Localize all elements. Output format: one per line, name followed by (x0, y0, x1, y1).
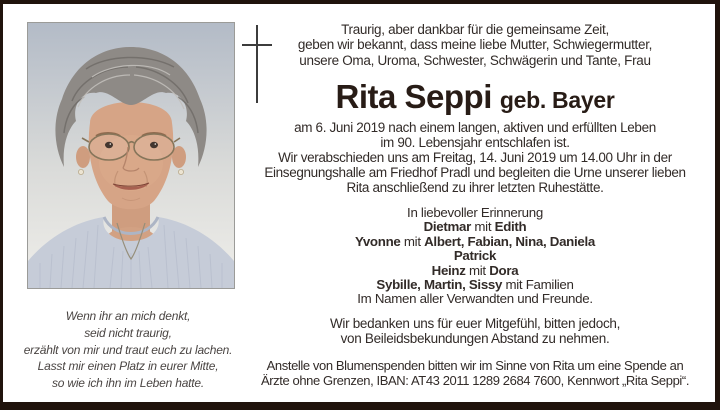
memoriam-line (240, 249, 710, 263)
condolence-line: Wir bedanken uns für euer Mitgefühl, bitten jedoch, (329, 316, 621, 331)
deceased-name (240, 80, 710, 120)
announcement-text (240, 120, 710, 195)
frame-border-right (715, 0, 720, 410)
verse-line: Wenn ihr an mich denkt, (65, 309, 191, 323)
condolence-line: von Beileidsbekundungen Abstand zu nehmen. (340, 330, 610, 346)
memoriam-segment: Albert, Fabian, Nina, Daniela (424, 233, 595, 249)
portrait-illustration (28, 23, 234, 288)
announcement-line: am 6. Juni 2019 nach einem langen, aktiven und erfüllten Leben (294, 120, 656, 135)
verse-line: seid nicht traurig, (84, 325, 172, 340)
verse-line: erzählt von mir und traut euch zu lachen. (23, 342, 233, 357)
announcement-line: im 90. Lebensjahr entschlafen ist. (380, 135, 570, 151)
intro-line: geben wir bekannt, dass meine liebe Mutter, Schwiegermutter, (297, 37, 653, 53)
condolence-note (240, 317, 710, 347)
donation-note (240, 358, 710, 388)
frame-border-top (0, 0, 720, 4)
memoriam-segment: mit (400, 233, 425, 249)
memoriam-lines (240, 206, 710, 307)
memoriam-segment: mit (471, 219, 495, 235)
donation-line: Anstelle von Blumenspenden bitten wir im Sinne von Rita um eine Spende an (266, 358, 684, 373)
memoriam-line (240, 292, 710, 306)
announcement-line: Rita anschließend zu ihrer letzten Ruhestätte. (346, 180, 604, 196)
donation-line: Ärzte ohne Grenzen, IBAN: AT43 2011 1289 2684 7600, Kennwort „Rita Seppi“. (260, 373, 690, 388)
memoriam-line (240, 235, 710, 249)
memoriam-segment: Edith (494, 219, 527, 235)
memoriam-segment: Patrick (453, 248, 497, 264)
memoriam-segment: In liebevoller Erinnerung (407, 205, 543, 220)
memorial-verse (8, 308, 248, 392)
memoriam-line (240, 206, 710, 220)
memoriam-segment: Dora (489, 262, 519, 278)
memoriam-segment: Yvonne (355, 233, 401, 249)
memoriam-segment: mit (465, 262, 490, 278)
memoriam-segment: Heinz (431, 262, 466, 278)
intro-text (240, 22, 710, 68)
memoriam-segment: Im Namen aller Verwandten und Freunde. (357, 291, 593, 307)
frame-border-bottom (0, 402, 720, 410)
memoriam-segment: Sybille, Martin, Sissy (376, 277, 503, 293)
announcement-line: Einsegnungshalle am Friedhof Pradl und begleiten die Urne unserer lieben (264, 165, 686, 181)
deceased-maiden-name: geb. Bayer (499, 87, 615, 113)
memoriam-segment: Dietmar (423, 219, 472, 235)
deceased-name-main: Rita Seppi (335, 78, 492, 115)
memoriam-line (240, 220, 710, 234)
verse-line: Lasst mir einen Platz in eurer Mitte, (37, 359, 219, 374)
frame-border-left (0, 0, 3, 410)
memoriam-line (240, 278, 710, 292)
memoriam-line (240, 264, 710, 278)
intro-line: Traurig, aber dankbar für die gemeinsame Zeit, (341, 22, 609, 37)
verse-line: so wie ich ihn im Leben hatte. (51, 376, 205, 391)
intro-line: unsere Oma, Uroma, Schwester, Schwägerin und Tante, Frau (299, 52, 651, 68)
memoriam-segment: mit Familien (502, 277, 574, 293)
announcement-line: Wir verabschieden uns am Freitag, 14. Juni 2019 um 14.00 Uhr in der (278, 150, 672, 166)
portrait-photo (27, 22, 235, 289)
